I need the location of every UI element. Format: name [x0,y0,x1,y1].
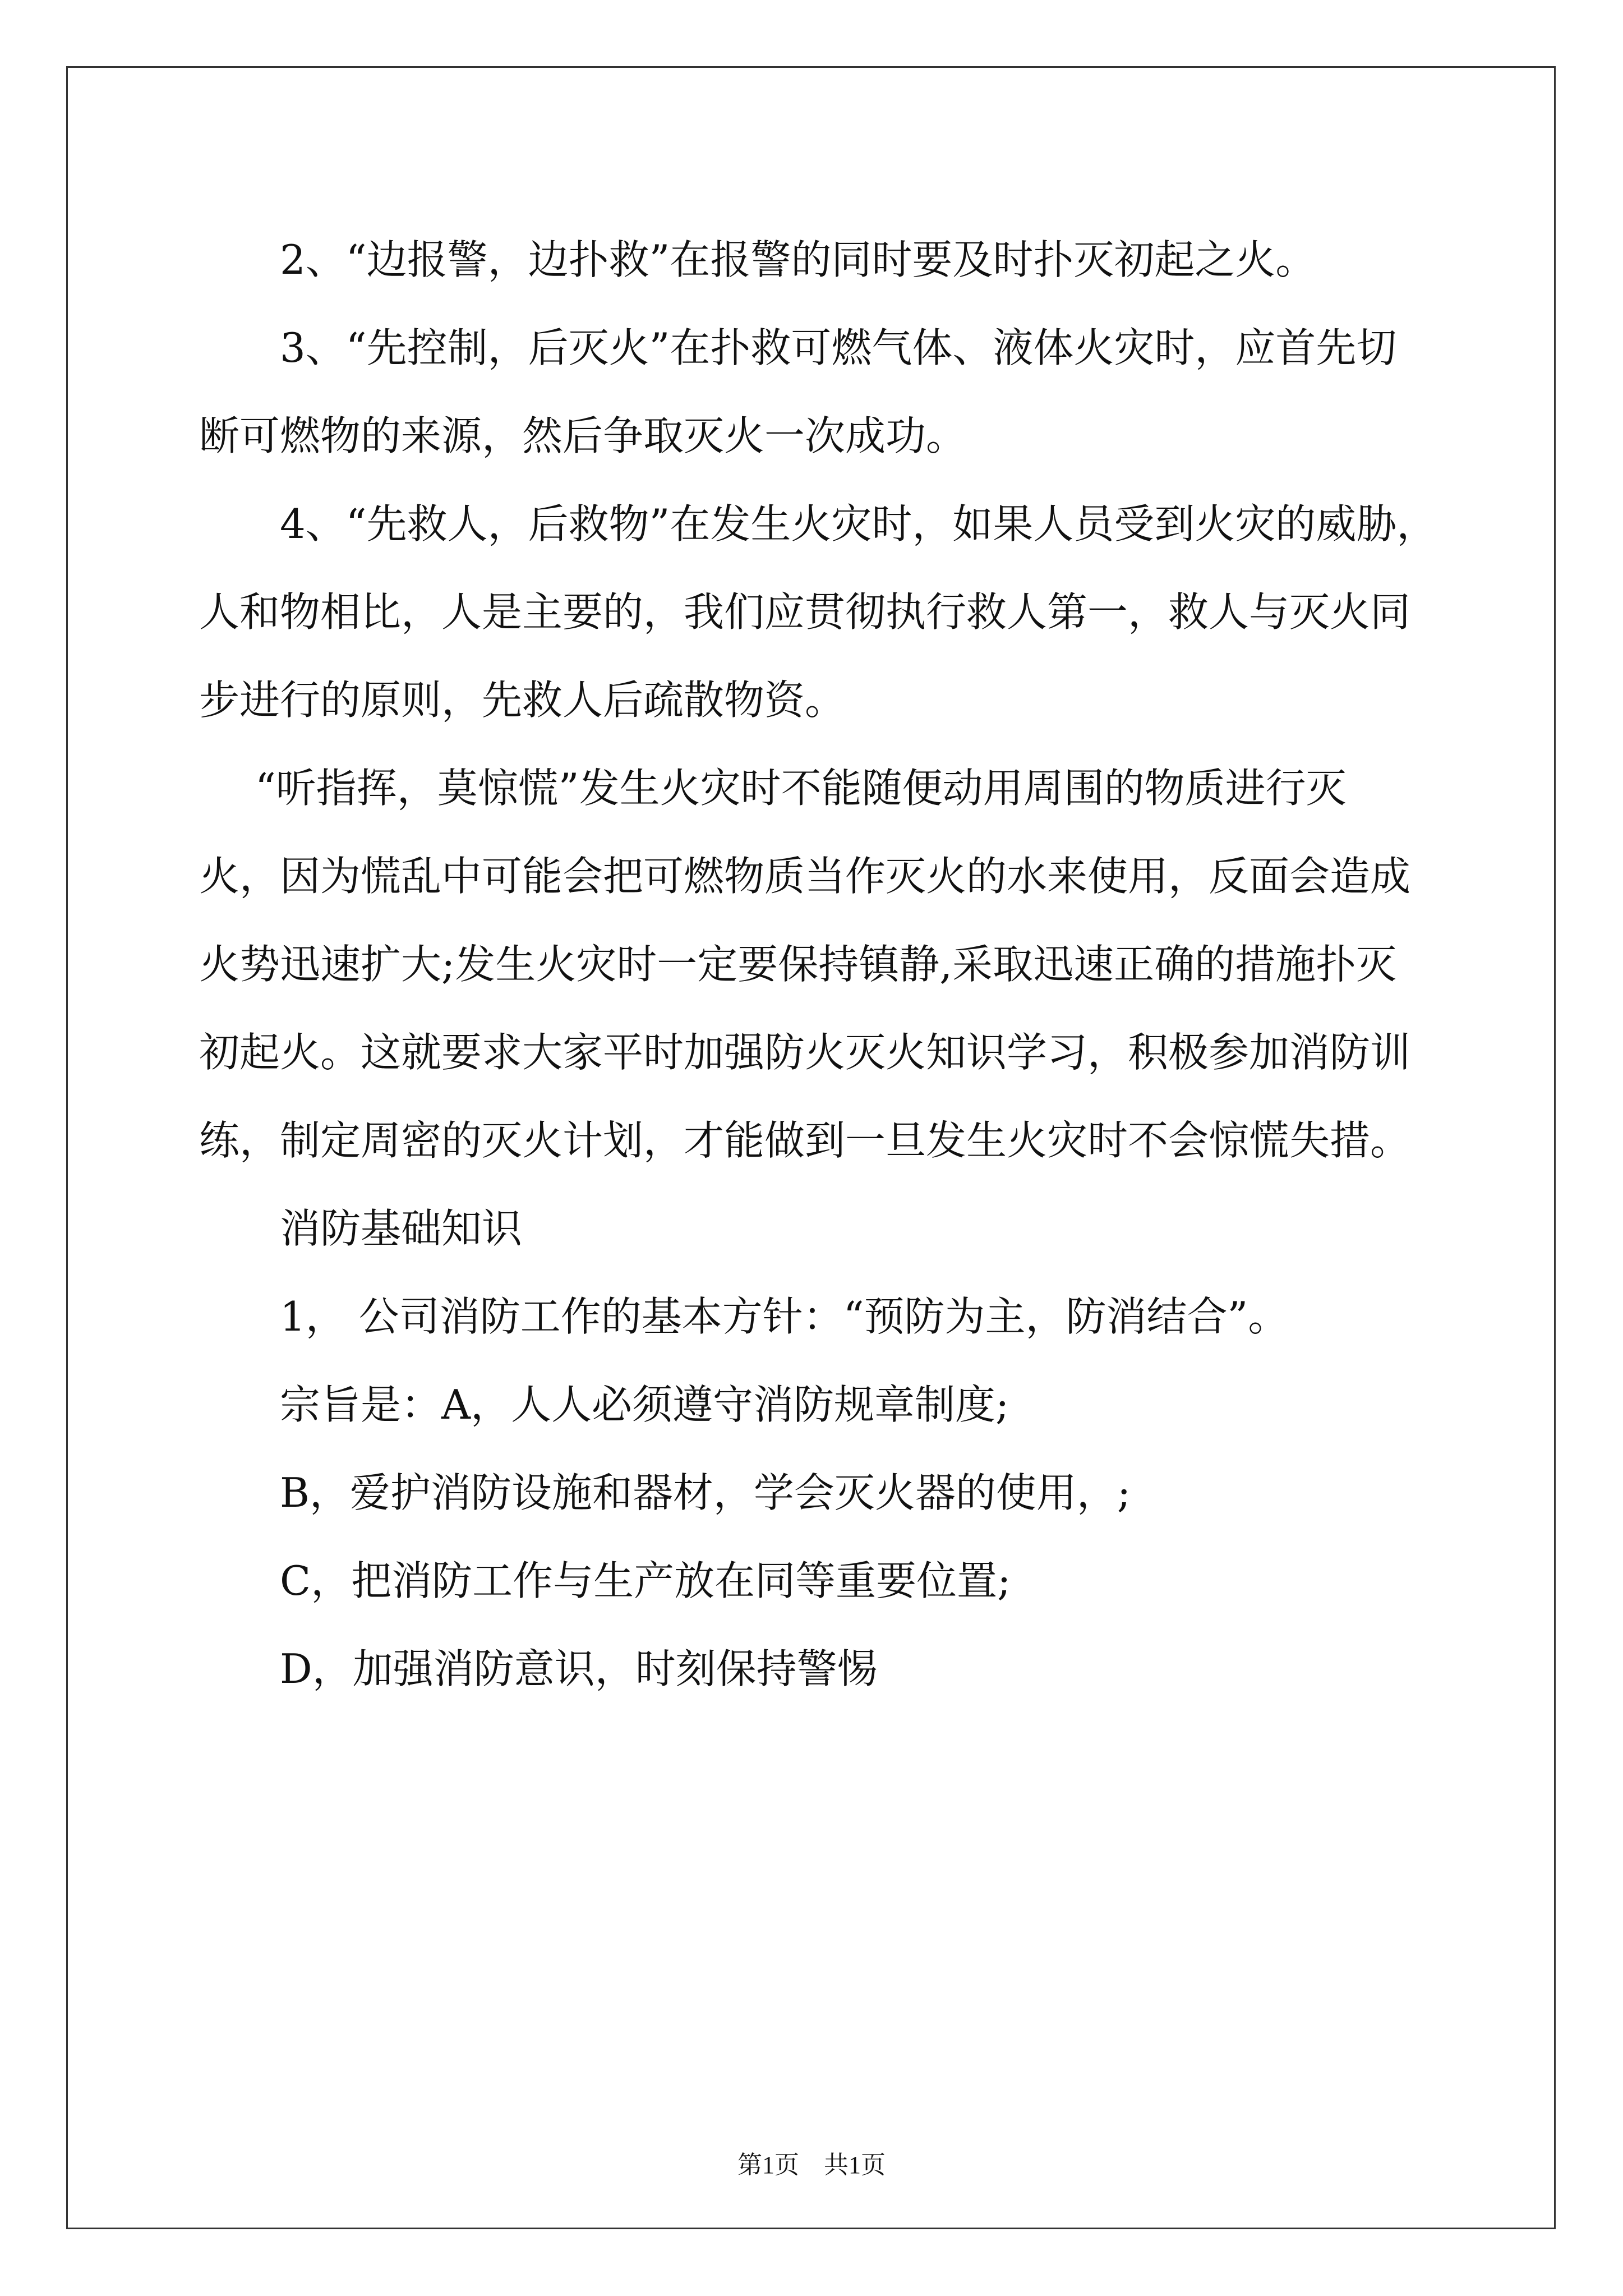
text-line: 宗旨是：A，人人必须遵守消防规章制度; [280,1381,1009,1428]
text-line: 步进行的原则，先救人后疏散物资。 [199,677,846,724]
paragraph [199,744,1427,1185]
paragraph [199,480,1437,744]
paragraph [199,1361,1427,1449]
text-line: 3、“先控制，后灭火”在扑救可燃气体、液体火灾时，应首先切 [280,324,1397,371]
text-line: 人和物相比，人是主要的，我们应贯彻执行救人第一，救人与灭火同 [199,588,1411,636]
section-heading [199,1185,1427,1273]
text-line: 4、“先救人，后救物”在发生火灾时，如果人员受到火灾的威胁， [280,500,1437,547]
text-line: B，爱护消防设施和器材，学会灭火器的使用，; [280,1469,1131,1516]
paragraph [199,1537,1427,1625]
page-footer: 第1页 共1页 [737,2151,886,2179]
paragraph [199,304,1427,480]
text-line: 火势迅速扩大;发生火灾时一定要保持镇静,采取迅速正确的措施扑灭 [199,941,1397,988]
paragraph [199,1625,1427,1713]
text-line: 断可燃物的来源，然后争取灭火一次成功。 [199,412,967,459]
text-line: 火，因为慌乱中可能会把可燃物质当作灭火的水来使用，反面会造成 [199,853,1411,900]
paragraph [199,216,1427,304]
paragraph [199,1449,1427,1537]
text-line: 2、“边报警，边扑救”在报警的同时要及时扑灭初起之火。 [280,236,1316,283]
paragraph [199,1273,1427,1361]
text-line: 消防基础知识 [280,1205,523,1252]
text-line: C，把消防工作与生产放在同等重要位置; [280,1557,1011,1604]
text-line: D，加强消防意识，时刻保持警惕 [280,1645,878,1692]
text-line: 1， 公司消防工作的基本方针：“预防为主，防消结合”。 [280,1293,1289,1340]
text-line: “听指挥，莫惊慌”发生火灾时不能随便动用周围的物质进行灭 [255,765,1347,812]
text-line: 练，制定周密的灭火计划，才能做到一旦发生火灾时不会惊慌失措。 [199,1117,1411,1164]
text-line: 初起火。这就要求大家平时加强防火灭火知识学习，积极参加消防训 [199,1029,1411,1076]
document-body [199,216,1437,1713]
